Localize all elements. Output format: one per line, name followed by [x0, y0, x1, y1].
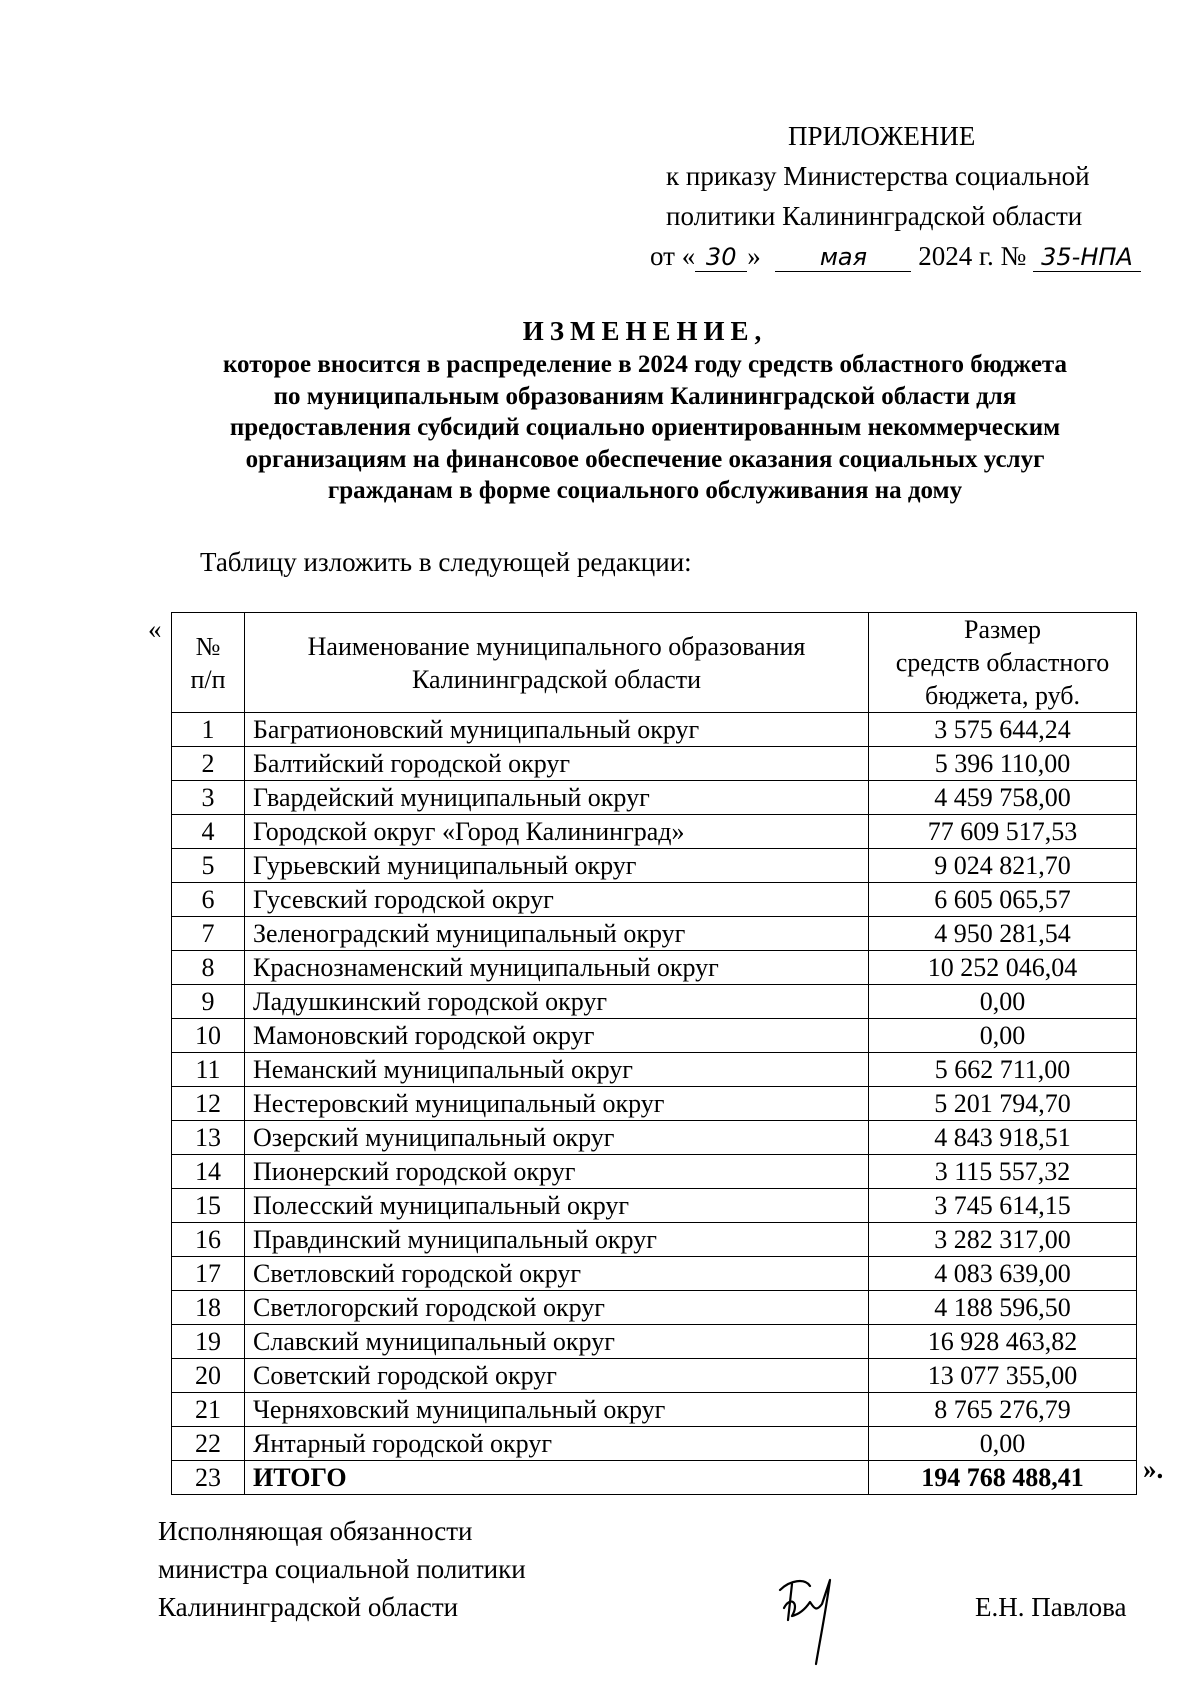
row-name: Зеленоградский муниципальный округ — [245, 917, 869, 951]
heading-line: предоставления субсидий социально ориентированным некоммерческим — [229, 414, 1061, 441]
header-name — [245, 613, 869, 713]
row-value: 0,00 — [869, 985, 1137, 1019]
table-row — [172, 1121, 1137, 1155]
heading-title: ИЗМЕНЕНИЕ, — [522, 316, 768, 346]
row-value: 3 575 644,24 — [869, 713, 1137, 747]
row-name: Ладушкинский городской округ — [245, 985, 869, 1019]
quote-open: « — [148, 614, 162, 644]
table-row — [172, 815, 1137, 849]
table-row — [172, 917, 1137, 951]
table-row — [172, 747, 1137, 781]
total-name: ИТОГО — [245, 1461, 869, 1495]
annex-line-1: к приказу Министерства социальной — [666, 161, 1090, 191]
table-row — [172, 1189, 1137, 1223]
row-num: 13 — [172, 1121, 245, 1155]
heading-line: по муниципальным образованиям Калининградской области для — [273, 382, 1017, 410]
table-row — [172, 1257, 1137, 1291]
row-name: Светловский городской округ — [245, 1257, 869, 1291]
date-month: мая — [775, 243, 911, 272]
row-value: 10 252 046,04 — [869, 951, 1137, 985]
annex-title: ПРИЛОЖЕНИЕ — [788, 121, 976, 151]
row-num: 16 — [172, 1223, 245, 1257]
header-num-line: п/п — [190, 664, 226, 694]
header-value-line: бюджета, руб. — [925, 681, 1080, 710]
table-row — [172, 1087, 1137, 1121]
row-value: 6 605 065,57 — [869, 883, 1137, 917]
row-num: 1 — [172, 713, 245, 747]
row-num: 3 — [172, 781, 245, 815]
table-row — [172, 1325, 1137, 1359]
row-num: 11 — [172, 1053, 245, 1087]
row-num: 9 — [172, 985, 245, 1019]
table-row — [172, 951, 1137, 985]
row-num: 22 — [172, 1427, 245, 1461]
table-row — [172, 1291, 1137, 1325]
row-name: Гусевский городской округ — [245, 883, 869, 917]
header-value — [869, 613, 1137, 713]
row-name: Полесский муниципальный округ — [245, 1189, 869, 1223]
row-name: Балтийский городской округ — [245, 747, 869, 781]
signature-block — [158, 1512, 526, 1626]
heading-line: которое вносится в распределение в 2024 году средств областного бюджета — [222, 351, 1068, 378]
row-num: 8 — [172, 951, 245, 985]
header-value-line: средств областного — [895, 648, 1110, 677]
row-name: Озерский муниципальный округ — [245, 1121, 869, 1155]
table-row — [172, 1223, 1137, 1257]
row-num: 21 — [172, 1393, 245, 1427]
row-value: 4 083 639,00 — [869, 1257, 1137, 1291]
date-year: 2024 г. № — [918, 241, 1027, 271]
row-name: Гвардейский муниципальный округ — [245, 781, 869, 815]
header-name-line: Наименование муниципального образования — [307, 631, 806, 661]
row-num: 17 — [172, 1257, 245, 1291]
row-value: 8 765 276,79 — [869, 1393, 1137, 1427]
annex-block — [650, 116, 1133, 276]
row-num: 5 — [172, 849, 245, 883]
row-num: 10 — [172, 1019, 245, 1053]
row-name: Славский муниципальный округ — [245, 1325, 869, 1359]
row-num: 20 — [172, 1359, 245, 1393]
row-value: 4 188 596,50 — [869, 1291, 1137, 1325]
table-row — [172, 781, 1137, 815]
row-value: 16 928 463,82 — [869, 1325, 1137, 1359]
signature-line-2: министра социальной политики — [158, 1554, 526, 1584]
total-num: 23 — [172, 1461, 245, 1495]
table-row — [172, 1155, 1137, 1189]
row-value: 9 024 821,70 — [869, 849, 1137, 883]
row-num: 12 — [172, 1087, 245, 1121]
row-value: 3 282 317,00 — [869, 1223, 1137, 1257]
table-total-row — [172, 1461, 1137, 1495]
table-row — [172, 883, 1137, 917]
handwritten-signature-icon — [770, 1560, 850, 1670]
row-num: 6 — [172, 883, 245, 917]
row-name: Черняховский муниципальный округ — [245, 1393, 869, 1427]
row-name: Багратионовский муниципальный округ — [245, 713, 869, 747]
row-num: 19 — [172, 1325, 245, 1359]
table-row — [172, 1019, 1137, 1053]
row-name: Янтарный городской округ — [245, 1427, 869, 1461]
row-value: 5 662 711,00 — [869, 1053, 1137, 1087]
signature-line-3: Калининградской области — [158, 1592, 459, 1622]
row-value: 5 396 110,00 — [869, 747, 1137, 781]
date-day: 30 — [695, 243, 747, 272]
row-num: 18 — [172, 1291, 245, 1325]
row-value: 3 745 614,15 — [869, 1189, 1137, 1223]
row-value: 4 843 918,51 — [869, 1121, 1137, 1155]
row-value: 0,00 — [869, 1427, 1137, 1461]
heading-line: гражданам в форме социального обслуживания на дому — [327, 477, 963, 504]
header-value-line: Размер — [964, 615, 1041, 644]
doc-number: 35-НПА — [1033, 243, 1141, 272]
table-row — [172, 1359, 1137, 1393]
row-name: Неманский муниципальный округ — [245, 1053, 869, 1087]
row-num: 4 — [172, 815, 245, 849]
row-value: 0,00 — [869, 1019, 1137, 1053]
date-close: » — [747, 241, 761, 271]
header-num — [172, 613, 245, 713]
row-name: Гурьевский муниципальный округ — [245, 849, 869, 883]
table-row — [172, 849, 1137, 883]
header-name-line: Калининградской области — [411, 664, 701, 694]
row-value: 77 609 517,53 — [869, 815, 1137, 849]
signer-name: Е.Н. Павлова — [975, 1592, 1127, 1622]
table-row — [172, 985, 1137, 1019]
annex-date-line — [650, 236, 1133, 276]
document-heading — [150, 313, 1140, 507]
row-name: Советский городской округ — [245, 1359, 869, 1393]
row-name: Городской округ «Город Калининград» — [245, 815, 869, 849]
row-num: 2 — [172, 747, 245, 781]
row-num: 14 — [172, 1155, 245, 1189]
header-num-line: № — [195, 631, 221, 661]
row-name: Мамоновский городской округ — [245, 1019, 869, 1053]
date-prefix: от « — [650, 241, 696, 271]
signature-line-1: Исполняющая обязанности — [158, 1516, 473, 1546]
row-name: Нестеровский муниципальный округ — [245, 1087, 869, 1121]
row-num: 7 — [172, 917, 245, 951]
table-row — [172, 1427, 1137, 1461]
table-row — [172, 1393, 1137, 1427]
row-name: Светлогорский городской округ — [245, 1291, 869, 1325]
row-value: 5 201 794,70 — [869, 1087, 1137, 1121]
annex-line-2: политики Калининградской области — [666, 201, 1083, 231]
heading-line: организациям на финансовое обеспечение оказания социальных услуг — [245, 445, 1045, 473]
row-value: 3 115 557,32 — [869, 1155, 1137, 1189]
distribution-table — [171, 612, 1137, 1495]
table-row — [172, 1053, 1137, 1087]
row-name: Правдинский муниципальный округ — [245, 1223, 869, 1257]
table-row — [172, 713, 1137, 747]
row-value: 4 950 281,54 — [869, 917, 1137, 951]
row-name: Краснознаменский муниципальный округ — [245, 951, 869, 985]
table-header-row — [172, 613, 1137, 713]
intro-text: Таблицу изложить в следующей редакции: — [200, 547, 692, 577]
row-value: 13 077 355,00 — [869, 1359, 1137, 1393]
quote-close: ». — [1143, 1454, 1164, 1484]
total-value: 194 768 488,41 — [869, 1461, 1137, 1495]
row-num: 15 — [172, 1189, 245, 1223]
row-name: Пионерский городской округ — [245, 1155, 869, 1189]
row-value: 4 459 758,00 — [869, 781, 1137, 815]
